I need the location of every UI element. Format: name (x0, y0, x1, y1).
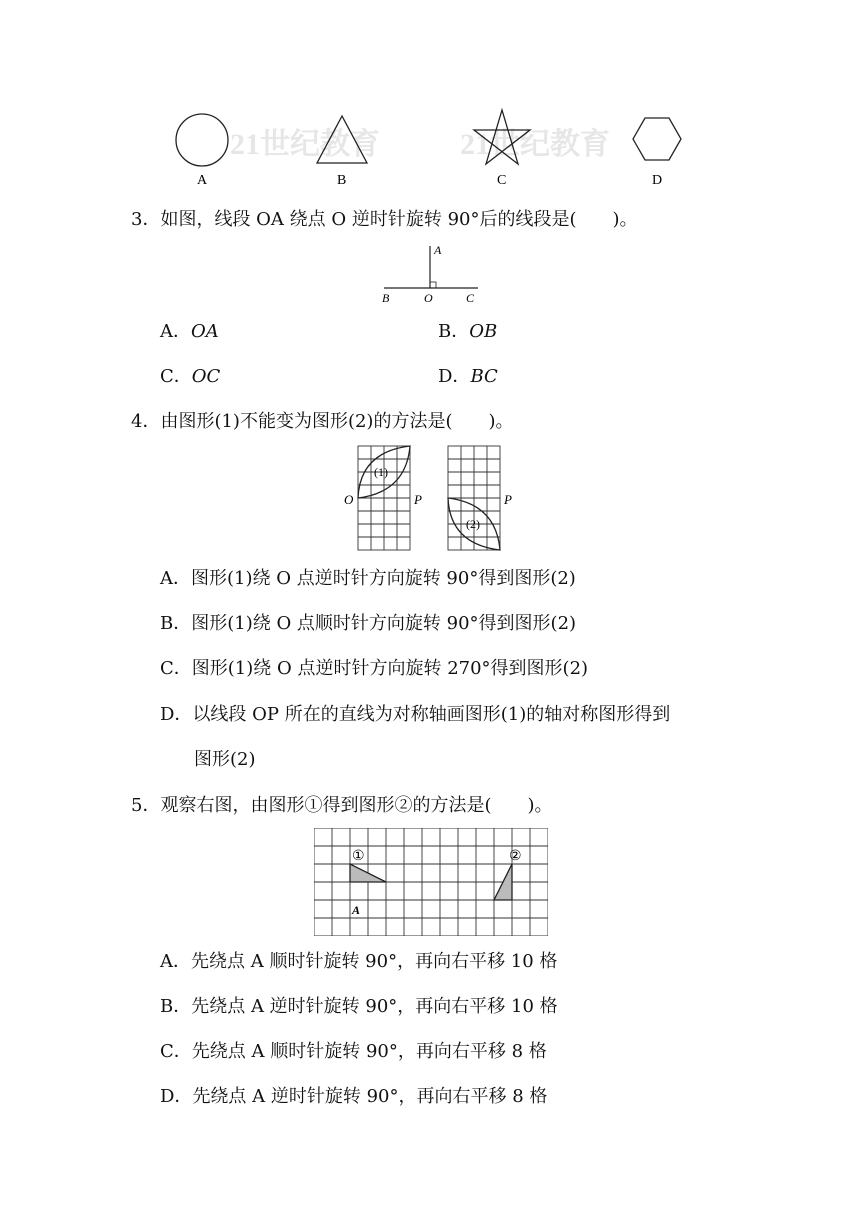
q3-figure-svg (370, 240, 490, 306)
q5-option-a[interactable] (160, 950, 557, 974)
q4-left-grid (358, 446, 410, 550)
q5-text: 观察右图，由图形①得到图形②的方法是( )。 (160, 795, 553, 816)
q4-figure-svg (338, 442, 528, 554)
q4-option-a-letter: A． (160, 568, 191, 589)
q4-option-b-text: 图形(1)绕 O 点顺时针方向旋转 90°得到图形(2) (191, 613, 577, 634)
q3-option-b[interactable] (438, 320, 497, 344)
q5-figure-svg (314, 828, 548, 936)
q3-number: 3． (131, 209, 161, 230)
watermark-text-2: 21世纪教育 (460, 128, 610, 161)
watermark-text-1: 21世纪教育 (230, 128, 380, 161)
q4-label-p-left: P (414, 492, 422, 507)
q3-figure (370, 240, 490, 306)
shape-label-b: B (337, 173, 347, 188)
q3-option-c[interactable] (160, 365, 220, 389)
q3-label-a: A (434, 243, 442, 257)
q4-option-c-letter: C． (160, 658, 192, 679)
q5-option-c-letter: C． (160, 1041, 192, 1062)
q4-stem (131, 410, 514, 434)
q5-option-b-letter: B． (160, 996, 192, 1017)
q3-label-o: O (424, 291, 433, 305)
q3-text: 如图，线段 OA 绕点 O 逆时针旋转 90°后的线段是( )。 (160, 209, 638, 230)
q4-text: 由图形(1)不能变为图形(2)的方法是( )。 (160, 411, 514, 432)
q4-number: 4． (131, 411, 161, 432)
q3-option-d-letter: D． (438, 366, 471, 387)
q5-label-a: A (352, 903, 361, 917)
q5-tag-2: ② (509, 849, 522, 864)
q3-option-d-text: BC (470, 366, 498, 387)
q5-option-b[interactable] (160, 995, 558, 1019)
q4-option-b[interactable] (160, 612, 576, 636)
q5-grid (314, 828, 548, 936)
q3-right-angle-mark (430, 282, 436, 288)
q4-label-o: O (344, 492, 354, 507)
circle-icon (176, 114, 228, 166)
q3-option-b-text: OB (469, 321, 498, 342)
q3-option-a-text: OA (191, 321, 219, 342)
q4-option-c[interactable] (160, 657, 588, 681)
q3-option-a[interactable] (160, 320, 219, 344)
q4-option-c-text: 图形(1)绕 O 点逆时针方向旋转 270°得到图形(2) (191, 658, 589, 679)
q5-option-d[interactable] (160, 1085, 547, 1109)
q5-option-c-text: 先绕点 A 顺时针旋转 90°，再向右平移 8 格 (191, 1041, 547, 1062)
shapes-figure-svg (160, 108, 700, 192)
q4-option-d[interactable] (160, 703, 670, 727)
hexagon-icon (633, 118, 681, 160)
q4-option-b-letter: B． (160, 613, 192, 634)
q4-option-d-continuation (194, 748, 256, 772)
q3-label-c: C (466, 291, 475, 305)
q5-number: 5． (131, 795, 161, 816)
q3-option-b-letter: B． (438, 321, 470, 342)
shape-label-c: C (497, 173, 507, 188)
q4-figure (338, 442, 528, 554)
q5-option-c[interactable] (160, 1040, 547, 1064)
q5-option-d-text: 先绕点 A 逆时针旋转 90°，再向右平移 8 格 (192, 1086, 548, 1107)
q4-tag-2: (2) (466, 517, 480, 531)
q4-option-d-text: 以线段 OP 所在的直线为对称轴画图形(1)的轴对称图形得到 (192, 704, 671, 725)
q5-option-a-letter: A． (160, 951, 191, 972)
q5-option-d-letter: D． (160, 1086, 193, 1107)
q5-stem (131, 794, 553, 818)
q4-option-d-letter: D． (160, 704, 193, 725)
q4-label-p-right: P (504, 492, 512, 507)
q3-option-a-letter: A． (160, 321, 191, 342)
q4-option-a-text: 图形(1)绕 O 点逆时针方向旋转 90°得到图形(2) (191, 568, 576, 589)
shape-label-d: D (652, 173, 663, 188)
q3-option-c-letter: C． (160, 366, 192, 387)
q5-figure (314, 828, 548, 936)
q5-option-a-text: 先绕点 A 顺时针旋转 90°，再向右平移 10 格 (191, 951, 558, 972)
q3-label-b: B (382, 291, 390, 305)
q4-option-a[interactable] (160, 567, 576, 591)
q3-option-c-text: OC (191, 366, 221, 387)
q5-tag-1: ① (352, 849, 365, 864)
q3-option-d[interactable] (438, 365, 498, 389)
q4-option-d-continuation-text: 图形(2) (194, 749, 256, 770)
shapes-figure (160, 108, 700, 192)
shape-label-a: A (197, 173, 208, 188)
q3-stem (131, 208, 638, 232)
q5-option-b-text: 先绕点 A 逆时针旋转 90°，再向右平移 10 格 (191, 996, 558, 1017)
q4-right-grid (448, 446, 500, 550)
q4-tag-1: (1) (374, 465, 388, 479)
